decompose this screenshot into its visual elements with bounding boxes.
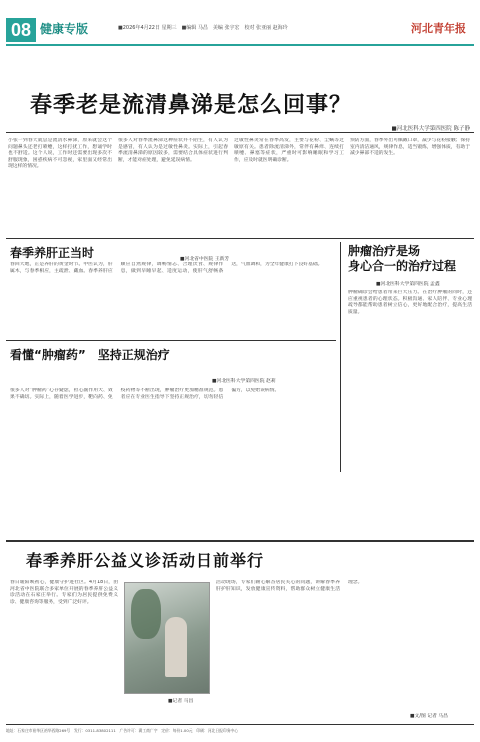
main-body-col1: 小张一到春天就总是流清水鼻涕，原来就会这个问题鼻头还老打喷嚏，这样打扰工作，想诵学时也不舒适。这个人说，工作时还需要出现多次不舒服现象，困惑疾病不可忽视，家里面又经常出现这样的情况。 [8,138,112,170]
divider [6,132,474,133]
photo-person [165,617,187,677]
header-rule [6,44,474,46]
event-photo [124,582,210,694]
main-body-col2: 很多人对春季流鼻涕这种症状并不陌生，有人认为是感冒，有人认为是过敏性鼻炎。实际上，引起春季流清鼻涕的原因较多，需要结合具体症状进行判断，才能对症处理，避免延误病情。 [118,138,228,163]
main-body-col4: 预防方面，春季外出可佩戴口罩，减少与花粉接触；保持室内清洁通风，规律作息，适当锻炼，增强体质，有助于减少鼻部不适的发生。 [350,138,470,157]
divider [6,238,474,239]
article3-body: 肿瘤确诊会给患者带来巨大压力。在治疗肿瘤的同时，还应重视患者的心理状态。积极沟通、家人陪伴、专业心理疏导都能帮助患者树立信心，更好地配合治疗，提高生活质量。 [348,290,472,315]
article5-headline: 春季养肝公益义诊活动日前举行 [26,551,265,570]
column-divider [340,242,341,472]
article3-headline: 肿瘤治疗是场 身心合一的治疗过程 [348,244,457,273]
issue-meta: ■2026年4月22日 星期三 ■编辑 马昌 美编 张宇宏 校对 张亚丽 赵海玲 [118,25,288,31]
article3-byline: ■河北医科大学第四医院 孟鑫 [376,282,440,287]
page-footer: 地址：石家庄市裕华区裕华西路269号 发行：0311-83802111 广告许可：冀工商广字 定价：每份1.00元 印刷：河北日报印务中心 [6,728,239,733]
article5-body-right: 活动现场，专家们耐心解答居民关心的问题，讲解春季养肝护肝知识，发放健康宣传资料，帮助群众树立健康生活理念。 [216,580,363,592]
divider [6,340,336,341]
article4-body: 很多人对“肿瘤药”心存疑虑，担心副作用大、效果不确切。实际上，随着医学进步，靶向药、免疫药物等不断出现，肿瘤治疗更加精准规范。患者应在专业医生指导下坚持正规治疗，切勿轻信偏方，以免贻误病情。 [10,388,280,400]
main-byline: ■河北医科大学第四医院 陈子静 [391,126,470,132]
article5-body-left: 春日暖阳映初心，健康守护进社区。4月18日，由河北省中医院联合多家单位开展的春季养肝公益义诊活动在石家庄举行。专家们为居民提供免费义诊、健康咨询等服务，受到广泛好评。 [10,580,118,605]
section-title: 健康专版 [40,22,89,36]
article4-byline: ■河北医科大学第四医院 赵莉 [212,379,276,384]
page-header [6,18,474,44]
divider [6,540,474,542]
newspaper-logo: 河北青年报 [411,22,466,35]
page-number: 08 [6,18,36,42]
article5-byline: ■文/图 记者 马昌 [410,714,448,719]
photo-caption: ■记者 马昌 [168,699,194,704]
article2-byline: ■河北省中医院 王新芳 [180,257,230,262]
footer-rule [6,724,474,725]
photo-tree [131,589,161,639]
main-headline: 春季老是流清鼻涕是怎么回事？ [30,93,353,118]
article4-headline: 看懂“肿瘤药” 坚持正规治疗 [10,348,170,362]
main-body-col3: 过敏性鼻炎常在春季高发，主要与花粉、尘螨等过敏原有关。患者除流清涕外，常伴有鼻痒、连续打喷嚏、鼻塞等症状，严重时可影响睡眠和学习工作，应及时就医明确诊断。 [234,138,344,163]
article2-headline: 春季养肝正当时 [10,246,95,260]
article2-body: 春回大地，正是养肝的黄金时节。中医认为，肝属木，与春季相应，主疏泄、藏血。春季养肝应顺应自然规律，调畅情志、合理饮食、规律作息，做到早睡早起、适度运动，使肝气舒畅条达，气血调和，为全年健康打下良好基础。 [10,262,323,274]
